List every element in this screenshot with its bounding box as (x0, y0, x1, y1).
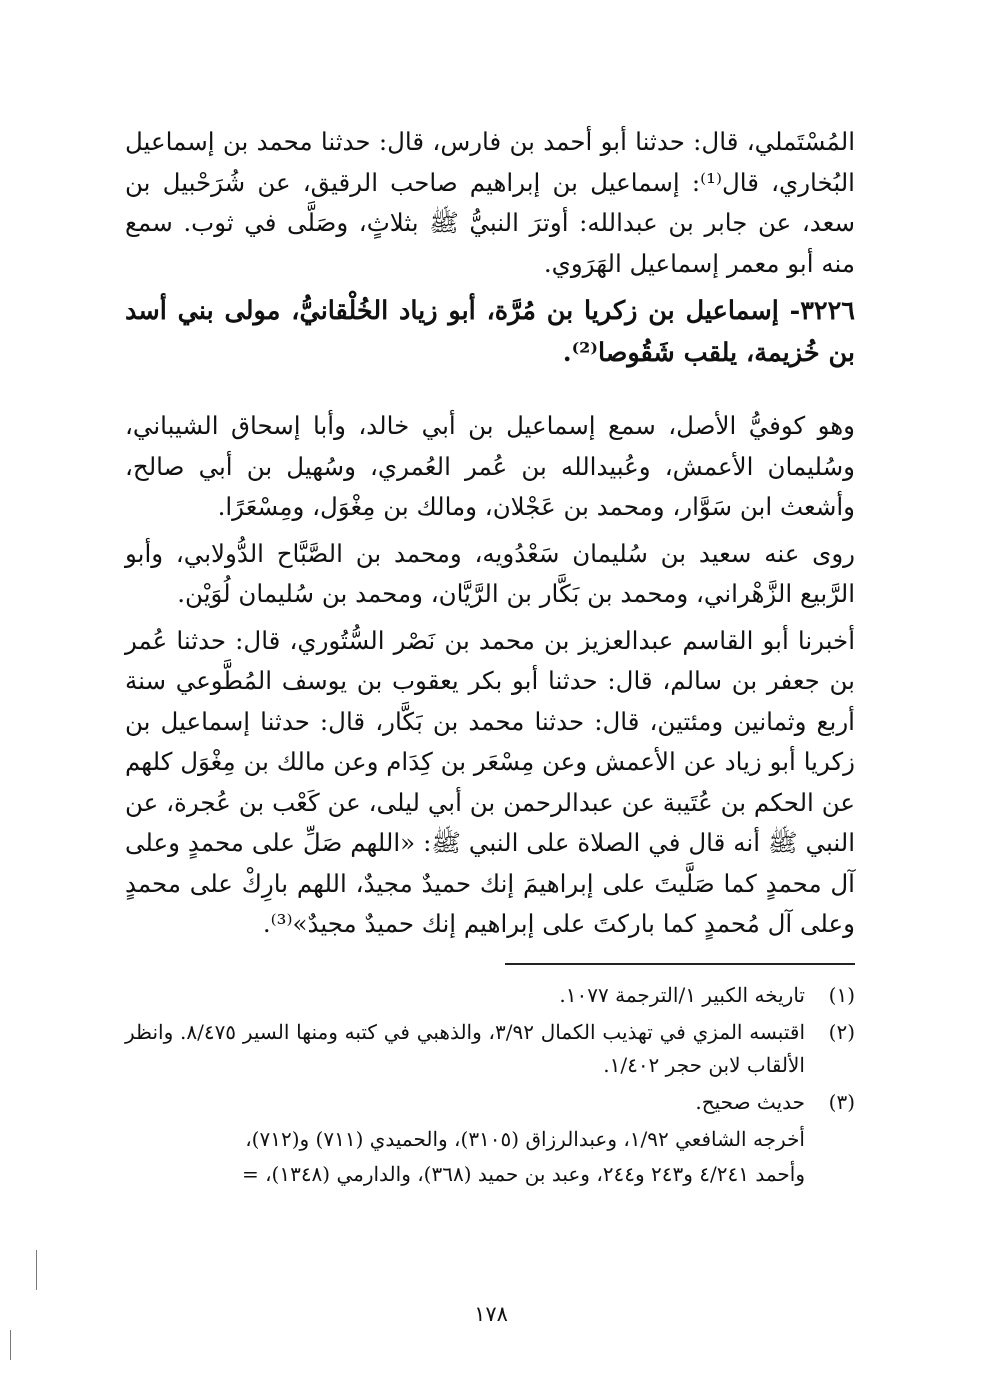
scan-artifact-line (36, 1250, 37, 1290)
body-paragraph: وهو كوفيُّ الأصل، سمع إسماعيل بن أبي خالد، وأبا إسحاق الشيباني، وسُليمان الأعمش، وعُبيدالله بن عُمر العُمري، وسُهيل بن أبي صالح، وأشعث ابن سَوَّار، ومحمد بن عَجْلان، ومالك بن مِغْوَل، ومِسْعَرًا. (125, 411, 855, 521)
footnote-continuation-line: أخرجه الشافعي ١/٩٢، وعبدالرزاق (٣١٠٥)، والحميدي (٧١١) و(٧١٢)، (245, 1126, 805, 1151)
footnote (125, 1086, 855, 1119)
book-page (125, 122, 855, 1362)
page-number: ١٧٨ (474, 1302, 508, 1326)
footnote-number: (٣) (828, 1089, 855, 1114)
footnote (125, 1016, 855, 1082)
footnote-text: حديث صحيح. (695, 1089, 805, 1114)
footnote-number: (٢) (828, 1019, 855, 1044)
scan-artifact-line (10, 1330, 11, 1360)
footnote-continuation-line: وأحمد ٤/٢٤١ و٢٤٣ و٢٤٤، وعبد بن حميد (٣٦٨)، والدارمي (١٣٤٨)، = (241, 1161, 805, 1186)
footnote-text: اقتبسه المزي في تهذيب الكمال ٣/٩٢، والذهبي في كتبه ومنها السير ٨/٤٧٥. وانظر الألقاب لابن حجر ١/٤٠٢. (125, 1019, 805, 1077)
footnote-number: (١) (828, 982, 855, 1007)
body-paragraph: أخبرنا أبو القاسم عبدالعزيز بن محمد بن نَصْر السُّتُوري، قال: حدثنا عُمر بن جعفر بن سالم، قال: حدثنا أبو بكر يعقوب بن يوسف المُطَّوعي سنة أربع وثمانين ومئتين، قال: حدثنا محمد بن بَكَّار، قال: حدثنا إسماعيل بن زكريا أبو زياد عن الأعمش وعن مِسْعَر بن كِدَام وعن مالك بن مِغْوَل كلهم عن الحكم بن عُتَيبة عن عبدالرحمن بن أبي ليلى، عن كَعْب بن عُجرة، عن النبي ﷺ أنه قال في الصلاة على النبي ﷺ: «اللهم صَلِّ على محمدٍ وعلى آل محمدٍ كما صَلَّيتَ على إبراهيمَ إنك حميدٌ مجيدٌ، اللهم بارِكْ على محمدٍ وعلى آل مُحمدٍ كما باركتَ على إبراهيم إنك حميدٌ مجيدٌ»⁽³⁾. (125, 625, 855, 938)
footnote-separator (505, 963, 855, 965)
entry-heading: ٣٢٢٦- إسماعيل بن زكريا بن مُرَّة، أبو زياد الخُلْقانيُّ، مولى بني أسد بن خُزيمة، يلقب شَقُوصا⁽²⁾. (125, 296, 855, 368)
footnote-text: تاريخه الكبير ١/الترجمة ١٠٧٧. (559, 982, 805, 1007)
intro-paragraph: المُسْتَملي، قال: حدثنا أبو أحمد بن فارس، قال: حدثنا محمد بن إسماعيل البُخاري، قال⁽¹⁾: إسماعيل بن إبراهيم صاحب الرقيق، عن شُرَحْبيل بن سعد، عن جابر بن عبدالله: أوترَ النبيُّ ﷺ بثلاثٍ، وصَلَّى في ثوب. سمع منه أبو معمر إسماعيل الهَرَوي. (125, 127, 855, 278)
footnote (125, 979, 855, 1012)
body-paragraph: روى عنه سعيد بن سُليمان سَعْدُويه، ومحمد بن الصَّبَّاح الدُّولابي، وأبو الرَّبيع الزَّهْراني، ومحمد بن بَكَّار بن الرَّيَّان، ومحمد بن سُليمان لُوَيْن. (125, 538, 855, 608)
